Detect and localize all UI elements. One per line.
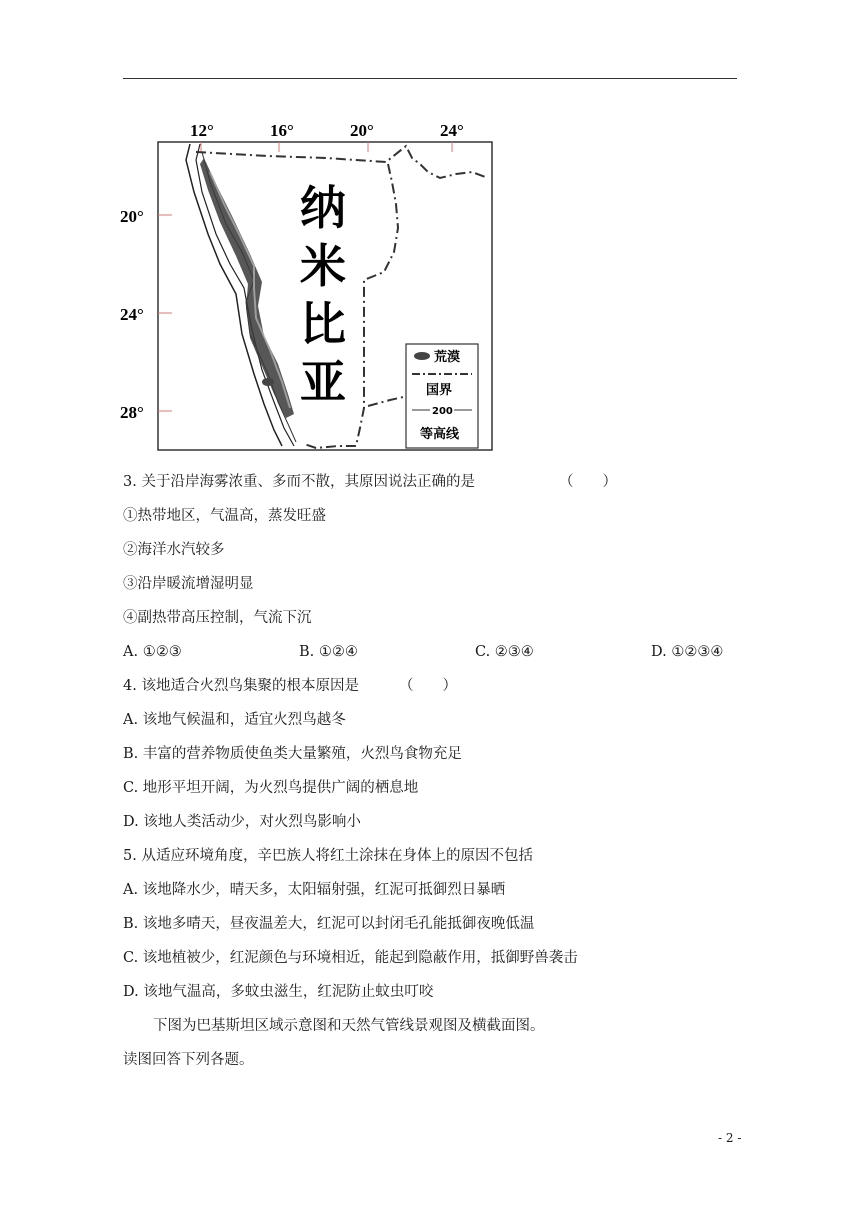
legend-border-label: 国界 bbox=[426, 383, 453, 398]
intro-line-2: 读图回答下列各题。 bbox=[123, 1052, 254, 1068]
country-label-char-4: 亚 bbox=[300, 355, 346, 409]
country-label-char-1: 纳 bbox=[300, 181, 346, 235]
lat-label-24: 24° bbox=[120, 305, 144, 324]
q3-item-4: ④副热带高压控制，气流下沉 bbox=[123, 610, 312, 626]
legend-desert-label: 荒漠 bbox=[434, 350, 461, 365]
desert-legend-icon bbox=[414, 352, 430, 360]
header-rule bbox=[123, 78, 737, 79]
page-number: - 2 - bbox=[718, 1131, 742, 1145]
country-label-char-2: 米 bbox=[300, 239, 346, 293]
q3-item-3: ③沿岸暖流增湿明显 bbox=[123, 576, 254, 592]
lon-label-24: 24° bbox=[440, 121, 464, 140]
q3-item-2: ②海洋水汽较多 bbox=[123, 542, 225, 558]
q3-item-1: ①热带地区，气温高，蒸发旺盛 bbox=[123, 508, 326, 524]
legend-contour-value: 200 bbox=[432, 406, 453, 417]
map-legend bbox=[406, 344, 478, 448]
q4-answer-bracket: （ ） bbox=[399, 678, 457, 694]
q3-answer-bracket: （ ） bbox=[559, 474, 617, 490]
coastline bbox=[186, 144, 282, 446]
q4-option-d: D. 该地人类活动少，对火烈鸟影响小 bbox=[123, 814, 361, 830]
q3-stem bbox=[123, 473, 475, 491]
q5-option-d: D. 该地气温高，多蚊虫滋生，红泥防止蚊虫叮咬 bbox=[123, 984, 434, 1000]
lon-label-16: 16° bbox=[270, 121, 294, 140]
q4-option-c: C. 地形平坦开阔，为火烈鸟提供广阔的栖息地 bbox=[123, 780, 419, 796]
lon-label-20: 20° bbox=[350, 121, 374, 140]
q5-option-b: B. 该地多晴天，昼夜温差大，红泥可以封闭毛孔能抵御夜晚低温 bbox=[123, 916, 535, 932]
country-label-char-3: 比 bbox=[300, 297, 346, 351]
q3-choice-a: A. ①②③ bbox=[123, 644, 182, 660]
q3-choice-d: D. ①②③④ bbox=[651, 644, 724, 660]
lat-label-28: 28° bbox=[120, 403, 144, 422]
q4-option-a: A. 该地气候温和，适宜火烈鸟越冬 bbox=[123, 712, 346, 728]
lat-label-20: 20° bbox=[120, 207, 144, 226]
q4-option-b: B. 丰富的营养物质使鱼类大量繁殖，火烈鸟食物充足 bbox=[123, 746, 462, 762]
q3-stem-text: 3. 关于沿岸海雾浓重、多而不散，其原因说法正确的是 bbox=[123, 474, 475, 490]
q3-choice-b: B. ①②④ bbox=[299, 644, 358, 660]
national-border-north bbox=[196, 146, 488, 178]
namibia-map bbox=[120, 112, 500, 457]
q5-option-a: A. 该地降水少，晴天多，太阳辐射强，红泥可抵御烈日暴晒 bbox=[123, 882, 506, 898]
q5-option-c: C. 该地植被少，红泥颜色与环境相近，能起到隐蔽作用，抵御野兽袭击 bbox=[123, 950, 578, 966]
q5-stem: 5. 从适应环境角度，辛巴族人将红土涂抹在身体上的原因不包括 bbox=[123, 848, 533, 864]
lon-label-12: 12° bbox=[190, 121, 214, 140]
q4-stem: 4. 该地适合火烈鸟集聚的根本原因是 bbox=[123, 678, 359, 694]
intro-line-1: 下图为巴基斯坦区域示意图和天然气管线景观图及横截面图。 bbox=[153, 1018, 545, 1034]
legend-contour-label: 等高线 bbox=[420, 427, 460, 442]
q3-choice-c: C. ②③④ bbox=[475, 644, 534, 660]
